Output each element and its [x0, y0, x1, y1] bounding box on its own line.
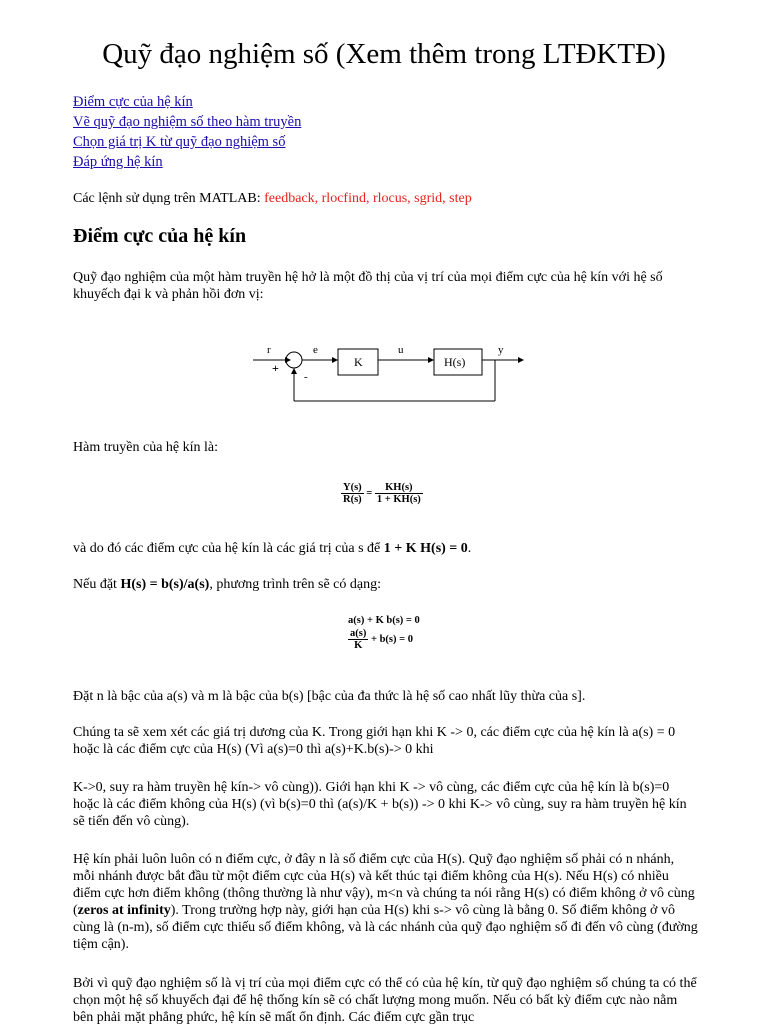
block-k: K [354, 355, 363, 369]
paragraph-k-infinity: K->0, suy ra hàm truyền hệ kín-> vô cùng)). Giới hạn khi K -> vô cùng, các điểm cực của hệ kín là b(s)=0 hoặc là các điểm không của H(s) (vì b(s)=0 thì (a(s)/K + b(s)) -> 0 khi K-> vô cùng, suy ra hàm truyền hệ kín sẽ tiến đến vô cùng). [73, 780, 687, 829]
toc-link-closed-loop-response[interactable]: Đáp ứng hệ kín [73, 154, 163, 170]
set-equation: H(s) = b(s)/a(s) [120, 577, 210, 592]
tf-intro: Hàm truyền của hệ kín là: [73, 440, 219, 455]
eq1-lhs-num: Y(s) [343, 482, 362, 493]
section-heading: Điểm cực của hệ kín [73, 225, 247, 247]
branches-text-b: ). Trong trường hợp này, giới hạn của H(s) khi s-> vô cùng là bằng 0. Số điểm không ở vô cùng là (n-m), số điểm cực thiếu số điểm không, và là các nhánh của quỹ đạo nghiệm số đi đến vô cùng (đường tiệm cận). [73, 903, 698, 952]
toc-link-choose-k[interactable]: Chọn giá trị K từ quỹ đạo nghiệm số [73, 134, 286, 150]
eq2-rest: + b(s) = 0 [370, 633, 413, 645]
eq1-rhs-den: 1 + KH(s) [376, 494, 421, 505]
eq2-den: K [354, 640, 363, 651]
poles-period: . [467, 541, 472, 556]
paragraph-branches [73, 851, 698, 953]
eq1-rhs-num: KH(s) [375, 482, 423, 494]
eq1-equals: = [366, 487, 373, 499]
block-diagram [248, 338, 548, 418]
set-text: Nếu đặt [73, 577, 121, 592]
eq2-num: a(s) [350, 628, 367, 639]
eq2-line1: a(s) + K b(s) = 0 [348, 615, 420, 626]
block-h: H(s) [444, 355, 466, 369]
poles-equation: 1 + K H(s) = 0 [383, 541, 468, 556]
branches-text-a: Hệ kín phải luôn luôn có n điểm cực, ở đây n là số điểm cực của H(s). Quỹ đạo nghiệm số phải có n nhánh, mỗi nhánh được bắt đầu từ một điểm cực của H(s) và kết thúc tại điểm không của H(s). Nếu H(s) có nhiều điểm cực hơn điểm không (thông thường là như vậy), m<n và chúng ta nói rằng H(s) có điểm không ở vô cùng ( [73, 852, 695, 918]
signal-u: u [398, 344, 404, 356]
toc-link-plot-root-locus[interactable]: Vẽ quỹ đạo nghiệm số theo hàm truyền [73, 114, 302, 130]
matlab-commands-line [73, 190, 698, 207]
paragraph-degrees: Đặt n là bậc của a(s) và m là bậc của b(s) [bậc của đa thức là hệ số cao nhất lũy thừa của s]. [73, 689, 586, 704]
set-text-post: , phương trình trên sẽ có dạng: [209, 577, 381, 592]
zeros-at-infinity: zeros at infinity [77, 903, 171, 918]
poles-text: và do đó các điểm cực của hệ kín là các giá trị của s để [73, 541, 384, 556]
paragraph-choose-gain: Bởi vì quỹ đạo nghiệm số là vị trí của mọi điểm cực có thể có của hệ kín, từ quỹ đạo nghiệm số chúng ta có thể chọn một hệ số khuyếch đại để hệ thống kín sẽ có chất lượng mong muốn. Nếu có bất kỳ điểm cực nào nằm bên phải mặt phẳng phức, hệ kín sẽ mất ổn định. Các điểm cực gần trục [73, 976, 697, 1025]
paragraph-k-zero: Chúng ta sẽ xem xét các giá trị dương của K. Trong giới hạn khi K -> 0, các điểm cực của hệ kín là a(s) = 0 hoặc là các điểm cực của H(s) (Vì a(s)=0 thì a(s)+K.b(s)-> 0 khi [73, 725, 676, 757]
characteristic-equations [348, 615, 420, 651]
signal-r: r [267, 344, 271, 356]
matlab-prefix: Các lệnh sử dụng trên MATLAB: [73, 191, 265, 206]
table-of-contents [73, 92, 301, 172]
page-title: Quỹ đạo nghiệm số (Xem thêm trong LTĐKTĐ) [102, 38, 666, 70]
signal-e: e [313, 344, 318, 356]
signal-y: y [498, 344, 504, 356]
minus-sign: - [304, 371, 308, 383]
matlab-command-list: feedback, rlocfind, rlocus, sgrid, step [264, 191, 472, 206]
plus-sign: + [272, 361, 279, 375]
toc-link-closed-loop-poles[interactable]: Điểm cực của hệ kín [73, 94, 193, 110]
substitution-line [73, 576, 698, 593]
intro-paragraph: Quỹ đạo nghiệm của một hàm truyền hệ hở là một đồ thị của vị trí của mọi điểm cực của hệ kín với hệ số khuyếch đại k và phản hồi đơn vị: [73, 270, 663, 302]
eq1-lhs-den: R(s) [343, 494, 362, 505]
closed-loop-equation [341, 482, 423, 505]
poles-condition [73, 540, 698, 557]
